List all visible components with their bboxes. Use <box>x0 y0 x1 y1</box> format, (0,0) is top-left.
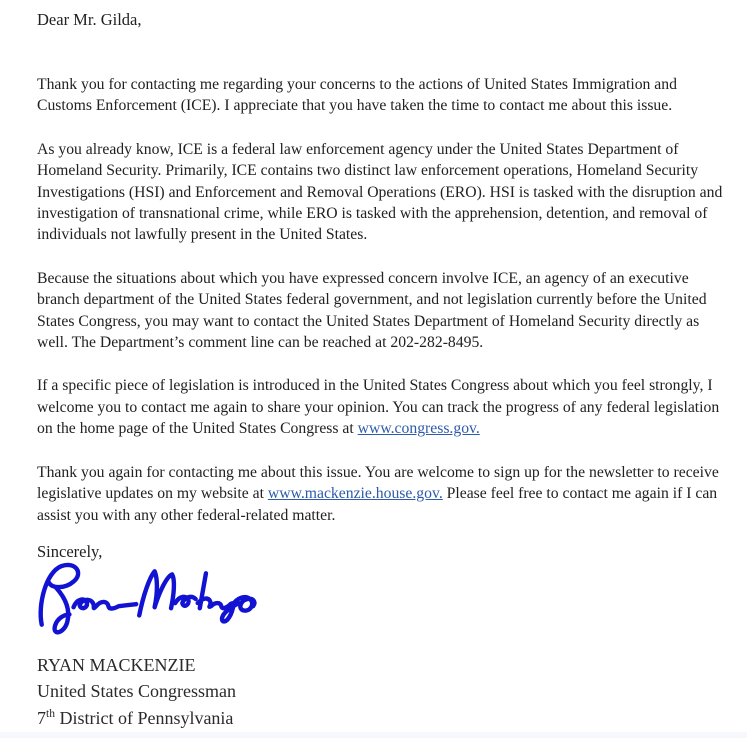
district-rest: District of Pennsylvania <box>54 707 234 728</box>
paragraph-dhs-contact: Because the situations about which you have expressed concern involve ICE, an agency of an executive branch department of the United States federal government, and not legislation currently before the United States Congress, you may want to contact the United States Department of Homeland Security directly as well. The Department’s comment line can be reached at 202-282-8495. <box>37 269 707 352</box>
paragraph-ice-overview: As you already know, ICE is a federal law enforcement agency under the United States Department of Homeland Security. Primarily, ICE contains two distinct law enforcement operations, Homeland Security Investigations (HSI) and Enforcement and Removal Operations (ERO). HSI is tasked with the disruption and investigation of transnational crime, while ERO is tasked with the apprehension, detention, and removal of individuals not lawfully present in the United States. <box>37 140 723 244</box>
paragraph-newsletter-text-post: Please feel free to contact me again if I can assist you with any other federal-related matter. <box>37 485 718 524</box>
greeting: Dear Mr. Gilda, <box>37 10 142 29</box>
paragraph-newsletter <box>37 462 732 526</box>
district-ordinal: th <box>46 707 55 720</box>
mackenzie-house-gov-link[interactable]: www.mackenzie.house.gov. <box>267 485 443 503</box>
valediction: Sincerely, <box>37 541 103 561</box>
sender-title: United States Congressman <box>37 681 236 702</box>
congress-gov-link[interactable]: www.congress.gov. <box>357 420 480 438</box>
paragraph-newsletter-text-pre: Thank you again for contacting me about this issue. You are welcome to sign up for the newsletter to receive legislative updates on my website at <box>37 463 719 503</box>
paragraph-legislation <box>37 375 732 439</box>
district-number: 7 <box>37 707 46 728</box>
sender-name: RYAN MACKENZIE <box>37 654 196 675</box>
page-bottom-edge <box>0 732 747 738</box>
sender-district <box>37 705 731 732</box>
signature-image <box>37 560 267 636</box>
sender-block <box>37 652 731 732</box>
paragraph-legislation-text: If a specific piece of legislation is introduced in the United States Congress about which you feel strongly, I welcome you to contact me again to share your opinion. You can track the progress of any federal legislation on the home page of the United States Congress at <box>37 377 720 438</box>
handwritten-signature-icon <box>37 560 263 638</box>
paragraph-thank-you: Thank you for contacting me regarding your concerns to the actions of United States Immigration and Customs Enforcement (ICE). I appreciate that you have taken the time to contact me about this issue. <box>37 76 677 115</box>
